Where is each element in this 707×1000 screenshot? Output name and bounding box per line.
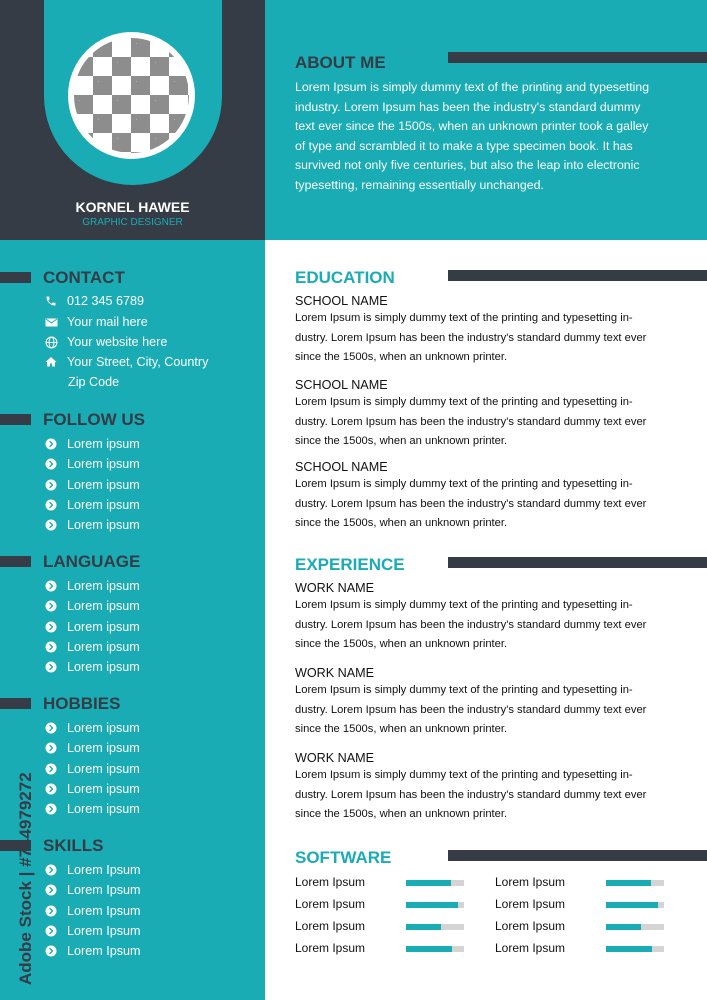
home-icon: [43, 354, 59, 370]
software-item-label: Lorem Ipsum: [295, 941, 366, 955]
software-level-fill: [406, 880, 451, 886]
language-list-item: [43, 577, 140, 595]
chevron-right-icon: [43, 801, 59, 817]
contact-phone-text: 012 345 6789: [67, 294, 145, 308]
hobbies-list-item: [43, 780, 140, 798]
follow-title: FOLLOW US: [43, 410, 145, 429]
chevron-right-icon: [43, 862, 59, 878]
software-item-label: Lorem Ipsum: [295, 897, 366, 911]
follow-item-label: Lorem ipsum: [67, 497, 140, 512]
software-level-bar: [606, 924, 664, 930]
chevron-right-icon: [43, 943, 59, 959]
hobbies-title-bar: [0, 698, 31, 709]
about-line: industry. Lorem Ipsum has been the industry's standard dummy: [295, 99, 641, 114]
about-text: [295, 78, 685, 195]
chevron-right-icon: [43, 882, 59, 898]
school-description-line: since the 1500s, when an unknown printer.: [295, 435, 508, 447]
about-line: of type and scrambled it to make a type specimen book. It has: [295, 138, 633, 153]
software-item-label: Lorem Ipsum: [295, 919, 366, 933]
skills-item-label: Lorem Ipsum: [67, 923, 141, 938]
work-name: WORK NAME: [295, 581, 375, 595]
profile-role: GRAPHIC DESIGNER: [82, 217, 183, 228]
follow-item-label: Lorem ipsum: [67, 437, 140, 451]
follow-list-item: [43, 455, 140, 473]
work-description-line: since the 1500s, when an unknown printer.: [295, 638, 508, 650]
school-description: [295, 475, 680, 534]
skills-list-item: [43, 881, 141, 899]
language-list-item: [43, 658, 140, 676]
hobbies-list-item: [43, 760, 140, 778]
chevron-right-icon: [43, 456, 59, 472]
software-level-bar: [406, 880, 464, 886]
chevron-right-icon: [43, 477, 59, 493]
language-item-label: Lorem ipsum: [67, 599, 140, 614]
stock-watermark: [12, 760, 36, 985]
contact-address: [43, 353, 208, 371]
about-title-bar: [448, 52, 707, 63]
software-level-fill: [406, 924, 441, 930]
software-level-bar: [406, 902, 464, 908]
work-description: [295, 596, 680, 655]
contact-zip: Zip Code: [68, 375, 120, 389]
software-item-label: Lorem Ipsum: [495, 897, 566, 911]
school-name: SCHOOL NAME: [295, 378, 388, 392]
work-description: [295, 766, 680, 825]
school-description: [295, 309, 680, 368]
hobbies-list-item: [43, 739, 140, 757]
chevron-right-icon: [43, 436, 59, 452]
language-item-label: Lorem ipsum: [67, 639, 140, 654]
profile-photo: [68, 32, 195, 159]
education-title: EDUCATION: [295, 268, 395, 287]
work-description-line: Lorem Ipsum is simply dummy text of the printing and typesetting in-: [295, 769, 633, 781]
chevron-right-icon: [43, 578, 59, 594]
about-line: Lorem Ipsum is simply dummy text of the printing and typesetting: [295, 80, 650, 94]
hobbies-item-label: Lorem ipsum: [67, 741, 140, 756]
contact-website: [43, 333, 167, 351]
language-list-item: [43, 597, 140, 615]
globe-icon: [43, 334, 59, 350]
school-description-line: since the 1500s, when an unknown printer.: [295, 351, 508, 363]
software-item-label: Lorem Ipsum: [495, 875, 566, 889]
skills-list-item: [43, 942, 141, 960]
phone-icon: [43, 293, 59, 309]
software-level-bar: [406, 946, 464, 952]
software-level-bar: [606, 902, 664, 908]
software-level-bar: [406, 924, 464, 930]
contact-website-text: Your website here: [67, 335, 168, 349]
experience-title: EXPERIENCE: [295, 555, 405, 574]
experience-title-bar: [448, 557, 707, 568]
chevron-right-icon: [43, 740, 59, 756]
chevron-right-icon: [43, 720, 59, 736]
follow-list-item: [43, 516, 140, 534]
software-level-fill: [606, 946, 652, 952]
education-title-bar: [448, 270, 707, 281]
school-description-line: Lorem Ipsum is simply dummy text of the printing and typesetting in-: [295, 312, 633, 324]
chevron-right-icon: [43, 598, 59, 614]
skills-list-item: [43, 922, 141, 940]
work-description-line: dustry. Lorem Ipsum has been the industry's standard dummy text ever: [295, 703, 647, 716]
hobbies-item-label: Lorem ipsum: [67, 721, 140, 735]
mail-icon: [43, 314, 59, 330]
language-item-label: Lorem ipsum: [67, 619, 140, 634]
contact-mail: [43, 313, 148, 331]
software-level-fill: [606, 924, 641, 930]
hobbies-title: HOBBIES: [43, 694, 121, 713]
software-level-bar: [606, 946, 664, 952]
software-title: SOFTWARE: [295, 848, 392, 867]
hobbies-item-label: Lorem ipsum: [67, 802, 140, 817]
work-description-line: since the 1500s, when an unknown printer.: [295, 808, 508, 820]
school-description-line: since the 1500s, when an unknown printer.: [295, 517, 508, 529]
hobbies-list-item: [43, 800, 140, 818]
school-description-line: Lorem Ipsum is simply dummy text of the printing and typesetting in-: [295, 478, 633, 490]
chevron-right-icon: [43, 903, 59, 919]
language-item-label: Lorem ipsum: [67, 579, 140, 593]
school-description-line: dustry. Lorem Ipsum has been the industry's standard dummy text ever: [295, 331, 647, 344]
language-item-label: Lorem ipsum: [67, 660, 140, 675]
software-item-label: Lorem Ipsum: [495, 941, 566, 955]
chevron-right-icon: [43, 781, 59, 797]
photo-placeholder-icon: [74, 38, 189, 153]
software-level-fill: [406, 902, 458, 908]
skills-title: SKILLS: [43, 836, 104, 855]
follow-item-label: Lorem ipsum: [67, 477, 140, 492]
school-description: [295, 393, 680, 452]
hobbies-item-label: Lorem ipsum: [67, 761, 140, 776]
follow-list-item: [43, 496, 140, 514]
software-level-bar: [606, 880, 664, 886]
contact-phone: [43, 292, 144, 310]
school-description-line: dustry. Lorem Ipsum has been the industry's standard dummy text ever: [295, 415, 647, 428]
language-list-item: [43, 618, 140, 636]
chevron-right-icon: [43, 517, 59, 533]
follow-list-item: [43, 476, 140, 494]
about-title: ABOUT ME: [295, 53, 386, 72]
skills-item-label: Lorem Ipsum: [67, 883, 141, 898]
contact-title: CONTACT: [43, 268, 125, 287]
contact-address-text: Your Street, City, Country: [67, 355, 209, 369]
about-line: typesetting, remaining essentially unchanged.: [295, 177, 544, 192]
work-name: WORK NAME: [295, 751, 375, 765]
skills-item-label: Lorem Ipsum: [67, 863, 141, 877]
skills-item-label: Lorem Ipsum: [67, 903, 141, 918]
profile-name: KORNEL HAWEE: [75, 199, 190, 215]
work-description-line: Lorem Ipsum is simply dummy text of the printing and typesetting in-: [295, 684, 633, 696]
skills-list-item: [43, 902, 141, 920]
chevron-right-icon: [43, 923, 59, 939]
software-title-bar: [448, 850, 707, 861]
work-description-line: Lorem Ipsum is simply dummy text of the printing and typesetting in-: [295, 599, 633, 611]
follow-title-bar: [0, 414, 31, 425]
language-title: LANGUAGE: [43, 552, 141, 571]
chevron-right-icon: [43, 659, 59, 675]
software-item-label: Lorem Ipsum: [295, 875, 366, 889]
chevron-right-icon: [43, 761, 59, 777]
skills-list-item: [43, 861, 141, 879]
work-description: [295, 681, 680, 740]
school-name: SCHOOL NAME: [295, 294, 388, 308]
follow-item-label: Lorem ipsum: [67, 518, 140, 533]
about-line: survived not only five centuries, but also the leap into electronic: [295, 158, 640, 172]
software-item-label: Lorem Ipsum: [495, 919, 566, 933]
work-description-line: dustry. Lorem Ipsum has been the industry's standard dummy text ever: [295, 788, 647, 801]
skills-item-label: Lorem Ipsum: [67, 944, 141, 959]
language-title-bar: [0, 556, 31, 567]
work-description-line: since the 1500s, when an unknown printer.: [295, 723, 508, 735]
software-level-fill: [606, 902, 658, 908]
software-level-fill: [406, 946, 452, 952]
school-name: SCHOOL NAME: [295, 460, 388, 474]
work-description-line: dustry. Lorem Ipsum has been the industry's standard dummy text ever: [295, 618, 647, 631]
chevron-right-icon: [43, 619, 59, 635]
hobbies-list-item: [43, 719, 140, 737]
follow-list-item: [43, 435, 140, 453]
follow-item-label: Lorem ipsum: [67, 457, 140, 472]
watermark-text: Adobe Stock | #744979272: [16, 772, 35, 985]
language-list-item: [43, 638, 140, 656]
about-line: text ever since the 1500s, when an unknown printer took a galley: [295, 119, 649, 133]
school-description-line: Lorem Ipsum is simply dummy text of the printing and typesetting in-: [295, 396, 633, 408]
contact-mail-text: Your mail here: [67, 315, 148, 329]
work-name: WORK NAME: [295, 666, 375, 680]
contact-title-bar: [0, 272, 31, 283]
chevron-right-icon: [43, 639, 59, 655]
hobbies-item-label: Lorem ipsum: [67, 781, 140, 796]
software-level-fill: [606, 880, 651, 886]
chevron-right-icon: [43, 497, 59, 513]
school-description-line: dustry. Lorem Ipsum has been the industry's standard dummy text ever: [295, 497, 647, 510]
